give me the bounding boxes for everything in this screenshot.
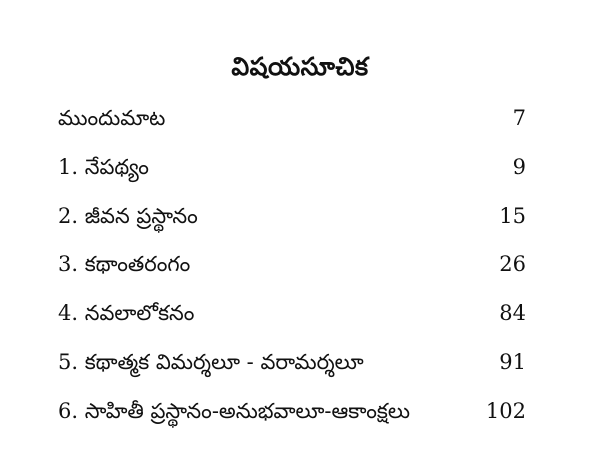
toc-entry-label: 4. నవలాలోకనం xyxy=(58,301,195,326)
toc-entry-6 xyxy=(58,399,526,448)
toc-entry-page-number: 15 xyxy=(499,203,526,228)
toc-entry-label: 2. జీవన ప్రస్థానం xyxy=(58,203,198,228)
toc-entry-5 xyxy=(58,350,526,399)
toc-entry-2 xyxy=(58,204,526,253)
toc-entry-foreword xyxy=(58,106,526,155)
toc-entry-page-number: 91 xyxy=(499,349,526,374)
toc-entry-label: 1. నేపథ్యం xyxy=(58,154,149,179)
page-title: విషయసూచిక xyxy=(231,52,369,81)
toc-entry-page-number: 84 xyxy=(499,301,526,326)
toc-entry-label: ముందుమాట xyxy=(58,106,166,130)
toc-entry-1 xyxy=(58,155,526,204)
toc-entry-page-number: 7 xyxy=(512,106,526,130)
toc-entry-label: 6. సాహితీ ప్రస్థానం-అనుభవాలూ-ఆకాంక్షలు xyxy=(58,398,410,423)
toc-entry-page-number: 9 xyxy=(512,154,526,179)
toc-entry-page-number: 26 xyxy=(499,252,526,277)
toc-entry-3 xyxy=(58,252,526,301)
toc-entry-page-number: 102 xyxy=(485,398,526,423)
toc-entry-label: 5. కథాత్మక విమర్శలూ - వరామర్శలూ xyxy=(58,349,364,374)
toc-entry-4 xyxy=(58,301,526,350)
toc-entry-label: 3. కథాంతరంగం xyxy=(58,252,191,277)
table-of-contents xyxy=(58,106,526,448)
